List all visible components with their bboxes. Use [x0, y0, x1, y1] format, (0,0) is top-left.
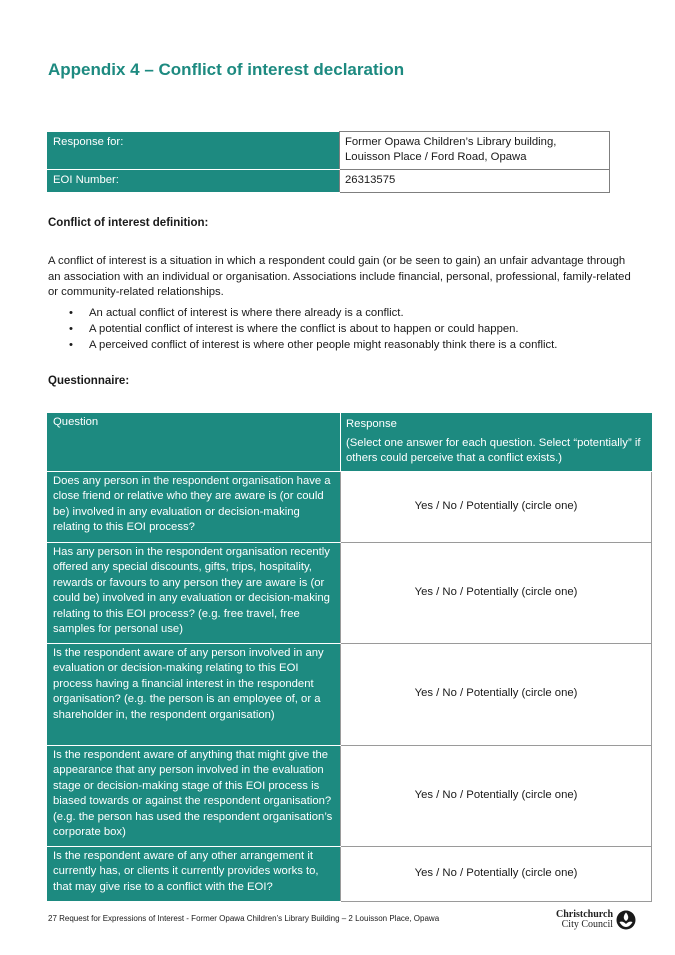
- logo-wordmark: [556, 910, 613, 930]
- table-row: [48, 170, 610, 193]
- table-row: [47, 643, 652, 745]
- table-row: [47, 745, 652, 846]
- question-cell: Is the respondent aware of any other arrangement it currently has, or clients it currently provides works to, that may give rise to a conflict with the EOI?: [47, 846, 341, 901]
- eoi-number-value: 26313575: [340, 170, 610, 193]
- list-item: [48, 305, 638, 321]
- answer-cell[interactable]: Yes / No / Potentially (circle one): [341, 471, 652, 542]
- response-header-note: (Select one answer for each question. Select “potentially” if others could perceive that a conflict exists.): [346, 436, 641, 465]
- list-item: [48, 321, 638, 337]
- table-row: [48, 132, 610, 170]
- christchurch-council-emblem-icon: [616, 910, 636, 930]
- definition-bullet-list: [48, 305, 638, 353]
- bullet-text: A perceived conflict of interest is where other people might reasonably think there is a conflict.: [89, 339, 558, 351]
- definition-heading: Conflict of interest definition:: [48, 217, 209, 229]
- logo-line-2: City Council: [561, 919, 614, 930]
- table-row: [47, 846, 652, 901]
- response-details-table: [47, 131, 610, 193]
- eoi-number-label: EOI Number:: [48, 170, 340, 193]
- logo-line-1: Christchurch: [556, 909, 614, 920]
- response-header-title: Response: [346, 418, 397, 430]
- question-cell: Does any person in the respondent organisation have a close friend or relative who they are aware is (or could be) involved in any evaluation or decision-making relating to this EOI process?: [47, 471, 341, 542]
- bullet-icon: •: [69, 339, 73, 351]
- list-item: [48, 337, 638, 353]
- answer-cell[interactable]: Yes / No / Potentially (circle one): [341, 846, 652, 901]
- bullet-icon: •: [69, 323, 73, 335]
- answer-cell[interactable]: Yes / No / Potentially (circle one): [341, 643, 652, 745]
- response-for-value: Former Opawa Children’s Library building, Louisson Place / Ford Road, Opawa: [340, 132, 610, 170]
- table-row: [47, 471, 652, 542]
- page-title: Appendix 4 – Conflict of interest declaration: [48, 60, 405, 79]
- page-footer: 27 Request for Expressions of Interest - Former Opawa Children’s Library Building – 2 Louisson Place, Opawa: [48, 914, 440, 923]
- bullet-text: An actual conflict of interest is where there already is a conflict.: [89, 307, 404, 319]
- bullet-text: A potential conflict of interest is where the conflict is about to happen or could happen.: [89, 323, 519, 335]
- answer-cell[interactable]: Yes / No / Potentially (circle one): [341, 542, 652, 643]
- council-logo: [556, 909, 636, 931]
- table-row: [47, 542, 652, 643]
- questionnaire-table: [47, 413, 652, 902]
- bullet-icon: •: [69, 307, 73, 319]
- table-header-row: [47, 413, 652, 471]
- response-for-label: Response for:: [48, 132, 340, 170]
- question-cell: Is the respondent aware of anything that might give the appearance that any person involved in the evaluation stage or decision-making stage of this EOI process is biased towards or against the respondent organisation? (e.g. the person has used the respondent organisation’s corporate box): [47, 745, 341, 846]
- answer-cell[interactable]: Yes / No / Potentially (circle one): [341, 745, 652, 846]
- question-column-header: Question: [47, 413, 341, 471]
- response-column-header: [341, 413, 652, 471]
- questionnaire-heading: Questionnaire:: [48, 375, 130, 387]
- definition-paragraph: A conflict of interest is a situation in which a respondent could gain (or be seen to gain) an unfair advantage through an association with an individual or organisation. Associations include financial, personal, professional, family-related or community-related relationships.: [48, 255, 631, 298]
- question-cell: Has any person in the respondent organisation recently offered any special discounts, gifts, trips, hospitality, rewards or favours to any person they are aware is (or could be) involved in any evaluation or decision-making relating to this EOI process? (e.g. free travel, free samples for personal use): [47, 542, 341, 643]
- question-cell: Is the respondent aware of any person involved in any evaluation or decision-making relating to this EOI process having a financial interest in the respondent organisation? (e.g. the person is an employee of, or a shareholder in, the respondent organisation): [47, 643, 341, 745]
